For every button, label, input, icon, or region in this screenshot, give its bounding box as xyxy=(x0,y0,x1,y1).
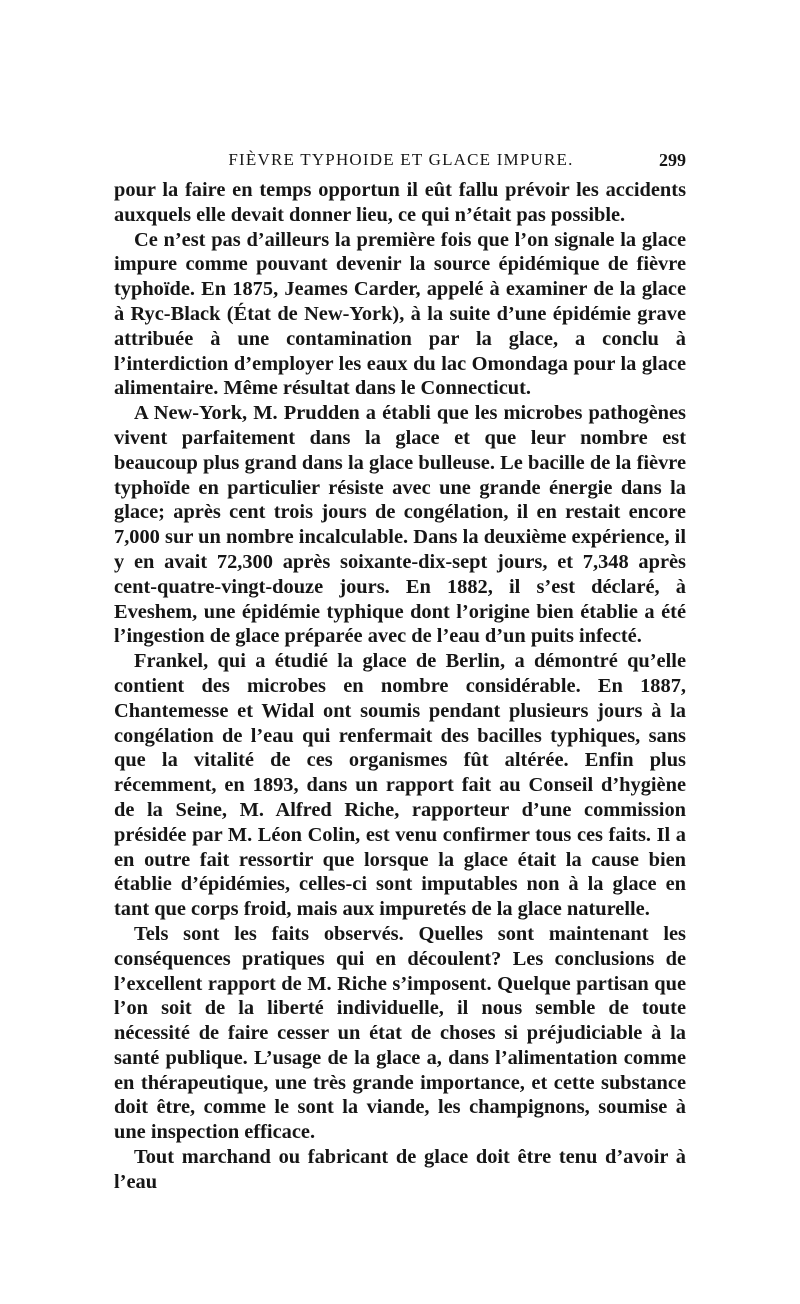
paragraph-prudden: A New-York, M. Prudden a établi que les microbes pathogènes vivent parfaitement dans la glace et que leur nombre est beaucoup plus grand dans la glace bulleuse. Le bacille de la fièvre typhoïde en particulier résiste avec une grande énergie dans la glace; après cent trois jours de congélation, il en restait encore 7,000 sur un nombre incalculable. Dans la deuxième expérience, il y en avait 72,300 après soixante-dix-sept jours, et 7,348 après cent-quatre-vingt-douze jours. En 1882, il s’est déclaré, à Eveshem, une épidémie typhique dont l’origine bien établie a été l’ingestion de glace préparée avec de l’eau d’un puits infecté. xyxy=(114,402,686,648)
paragraph-consequences: Tels sont les faits observés. Quelles sont maintenant les conséquences pratiques qui en découlent? Les conclusions de l’excellent rapport de M. Riche s’imposent. Quelque partisan que l’on soit de la liberté individuelle, il nous semble de toute nécessité de faire cesser un état de choses si préjudiciable à la santé publique. L’usage de la glace a, dans l’alimentation comme en thérapeutique, une très grande importance, et cette substance doit être, comme le sont la viande, les champignons, soumise à une inspection efficace. xyxy=(114,922,686,1144)
running-title: FIÈVRE TYPHOIDE ET GLACE IMPURE. xyxy=(228,150,574,169)
paragraph-frankel: Frankel, qui a étudié la glace de Berlin, a démontré qu’elle contient des microbes en nombre considérable. En 1887, Chantemesse et Widal ont soumis pendant plusieurs jours à la congélation de l’eau qui renfermait des bacilles typhiques, sans que la vitalité de ces organismes fût altérée. Enfin plus récemment, en 1893, dans un rapport fait au Conseil d’hygiène de la Seine, M. Alfred Riche, rapporteur d’une commission présidée par M. Léon Colin, est venu confirmer tous ces faits. Il a en outre fait ressortir que lorsque la glace était la cause bien établie d’épidémies, celles-ci sont imputables non à la glace en tant que corps froid, mais aux impuretés de la glace naturelle. xyxy=(114,650,686,921)
page-number: 299 xyxy=(659,150,686,170)
paragraph-carder: Ce n’est pas d’ailleurs la première fois que l’on signale la glace impure comme pouvant devenir la source épidémique de fièvre typhoïde. En 1875, Jeames Carder, appelé à examiner de la glace à Ryc-Black (État de New-York), à la suite d’une épidémie grave attribuée à une contamination par la glace, a conclu à l’interdiction d’employer les eaux du lac Omondaga pour la glace alimentaire. Même résultat dans le Connecticut. xyxy=(114,228,686,400)
paragraph-continued: pour la faire en temps opportun il eût fallu prévoir les accidents auxquels elle devait donner lieu, ce qui n’était pas possible. xyxy=(114,179,686,226)
body-text xyxy=(114,178,686,1195)
paragraph-marchand: Tout marchand ou fabricant de glace doit être tenu d’avoir à l’eau xyxy=(114,1146,686,1193)
running-head xyxy=(116,150,686,174)
